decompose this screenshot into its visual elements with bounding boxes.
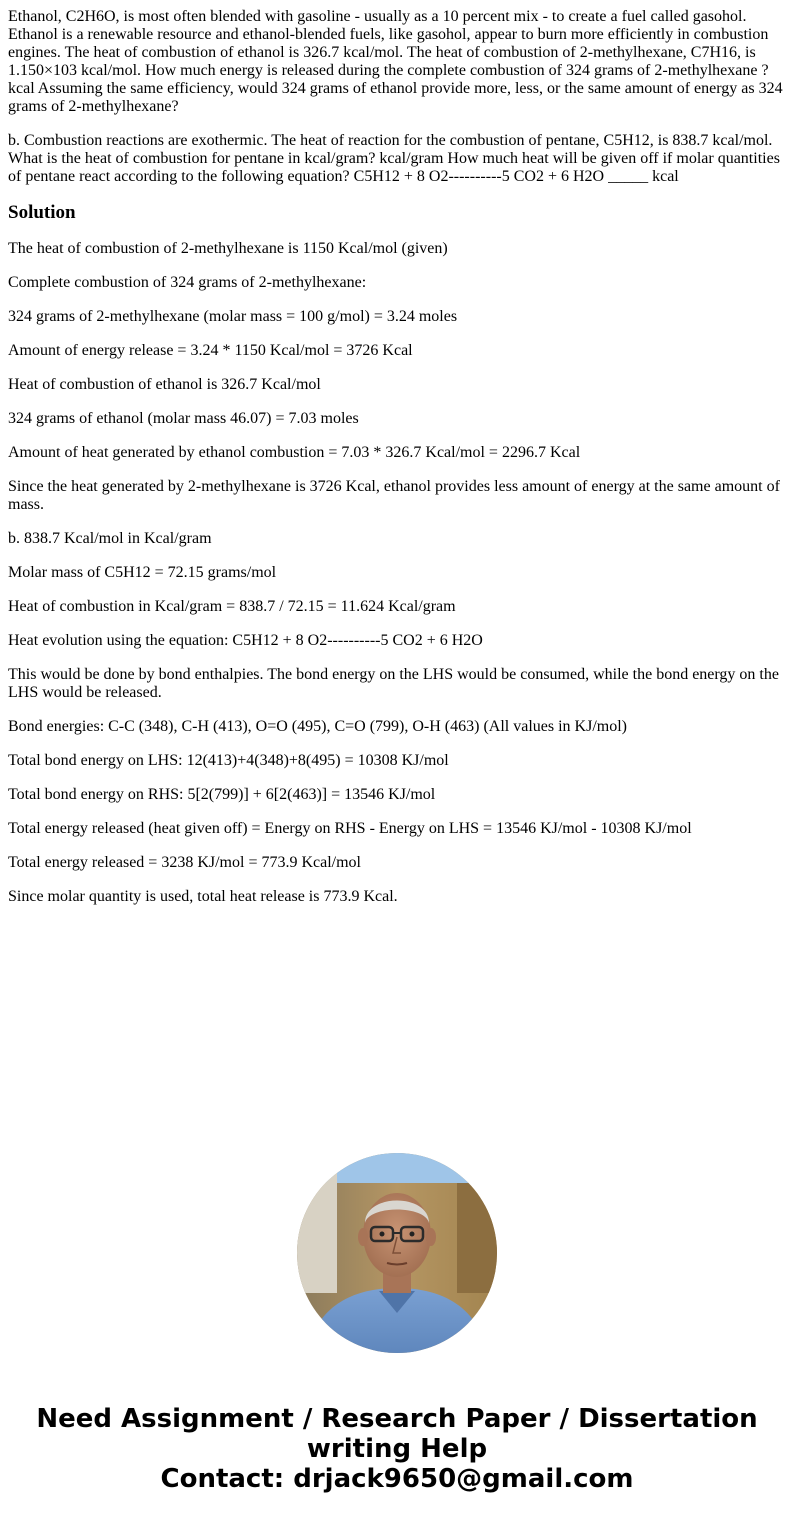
- solution-line: Heat of combustion of ethanol is 326.7 Kcal/mol: [8, 376, 321, 393]
- author-avatar: [297, 1153, 497, 1353]
- contact-footer: [0, 1404, 794, 1494]
- footer-contact-email: Contact: drjack9650@gmail.com: [160, 1464, 634, 1494]
- solution-line: Heat of combustion in Kcal/gram = 838.7 / 72.15 = 11.624 Kcal/gram: [8, 598, 456, 615]
- solution-line: Total energy released (heat given off) = Energy on RHS - Energy on LHS = 13546 KJ/mol - 10308 KJ/mol: [8, 820, 692, 837]
- footer-line: Need Assignment / Research Paper / Dissertation: [36, 1404, 758, 1434]
- solution-line: Bond energies: C-C (348), C-H (413), O=O (495), C=O (799), O-H (463) (All values in KJ/mol): [8, 718, 627, 735]
- solution-line: Total bond energy on LHS: 12(413)+4(348)+8(495) = 10308 KJ/mol: [8, 752, 449, 769]
- question-part-b: b. Combustion reactions are exothermic. The heat of reaction for the combustion of pentane, C5H12, is 838.7 kcal/mol. What is the heat of combustion for pentane in kcal/gram? kcal/gram How much heat will be given off if molar quantities of pentane react according to the following equation? C5H12 + 8 O2----------5 CO2 + 6 H2O _____ kcal: [8, 132, 780, 185]
- solution-line: Complete combustion of 324 grams of 2-methylhexane:: [8, 274, 367, 291]
- solution-line: This would be done by bond enthalpies. The bond energy on the LHS would be consumed, while the bond energy on the LHS would be released.: [8, 666, 779, 701]
- solution-line: Since molar quantity is used, total heat release is 773.9 Kcal.: [8, 888, 398, 905]
- solution-line: Since the heat generated by 2-methylhexane is 3726 Kcal, ethanol provides less amount of energy at the same amount of mass.: [8, 478, 780, 513]
- solution-line: Amount of heat generated by ethanol combustion = 7.03 * 326.7 Kcal/mol = 2296.7 Kcal: [8, 444, 581, 461]
- solution-line: 324 grams of 2-methylhexane (molar mass = 100 g/mol) = 3.24 moles: [8, 308, 458, 325]
- solution-line: Total bond energy on RHS: 5[2(799)] + 6[2(463)] = 13546 KJ/mol: [8, 786, 436, 803]
- solution-heading: Solution: [8, 202, 76, 223]
- solution-line: Molar mass of C5H12 = 72.15 grams/mol: [8, 564, 277, 581]
- solution-line: Amount of energy release = 3.24 * 1150 Kcal/mol = 3726 Kcal: [8, 342, 413, 359]
- question-part-a: Ethanol, C2H6O, is most often blended with gasoline - usually as a 10 percent mix - to create a fuel called gasohol. Ethanol is a renewable resource and ethanol-blended fuels, like gasohol, appear to burn more efficiently in combustion engines. The heat of combustion of ethanol is 326.7 kcal/mol. The heat of combustion of 2-methylhexane, C7H16, is 1.150×103 kcal/mol. How much energy is released during the complete combustion of 324 grams of 2-methylhexane ? kcal Assuming the same efficiency, would 324 grams of ethanol provide more, less, or the same amount of energy as 324 grams of 2-methylhexane?: [8, 8, 783, 115]
- solution-line: Total energy released = 3238 KJ/mol = 773.9 Kcal/mol: [8, 854, 361, 871]
- document-body: [8, 8, 786, 922]
- solution-line: 324 grams of ethanol (molar mass 46.07) = 7.03 moles: [8, 410, 359, 427]
- footer-line: writing Help: [306, 1434, 488, 1464]
- solution-line: Heat evolution using the equation: C5H12 + 8 O2----------5 CO2 + 6 H2O: [8, 632, 483, 649]
- portrait-image: [297, 1153, 497, 1353]
- solution-line: The heat of combustion of 2-methylhexane is 1150 Kcal/mol (given): [8, 240, 448, 257]
- solution-line: b. 838.7 Kcal/mol in Kcal/gram: [8, 530, 212, 547]
